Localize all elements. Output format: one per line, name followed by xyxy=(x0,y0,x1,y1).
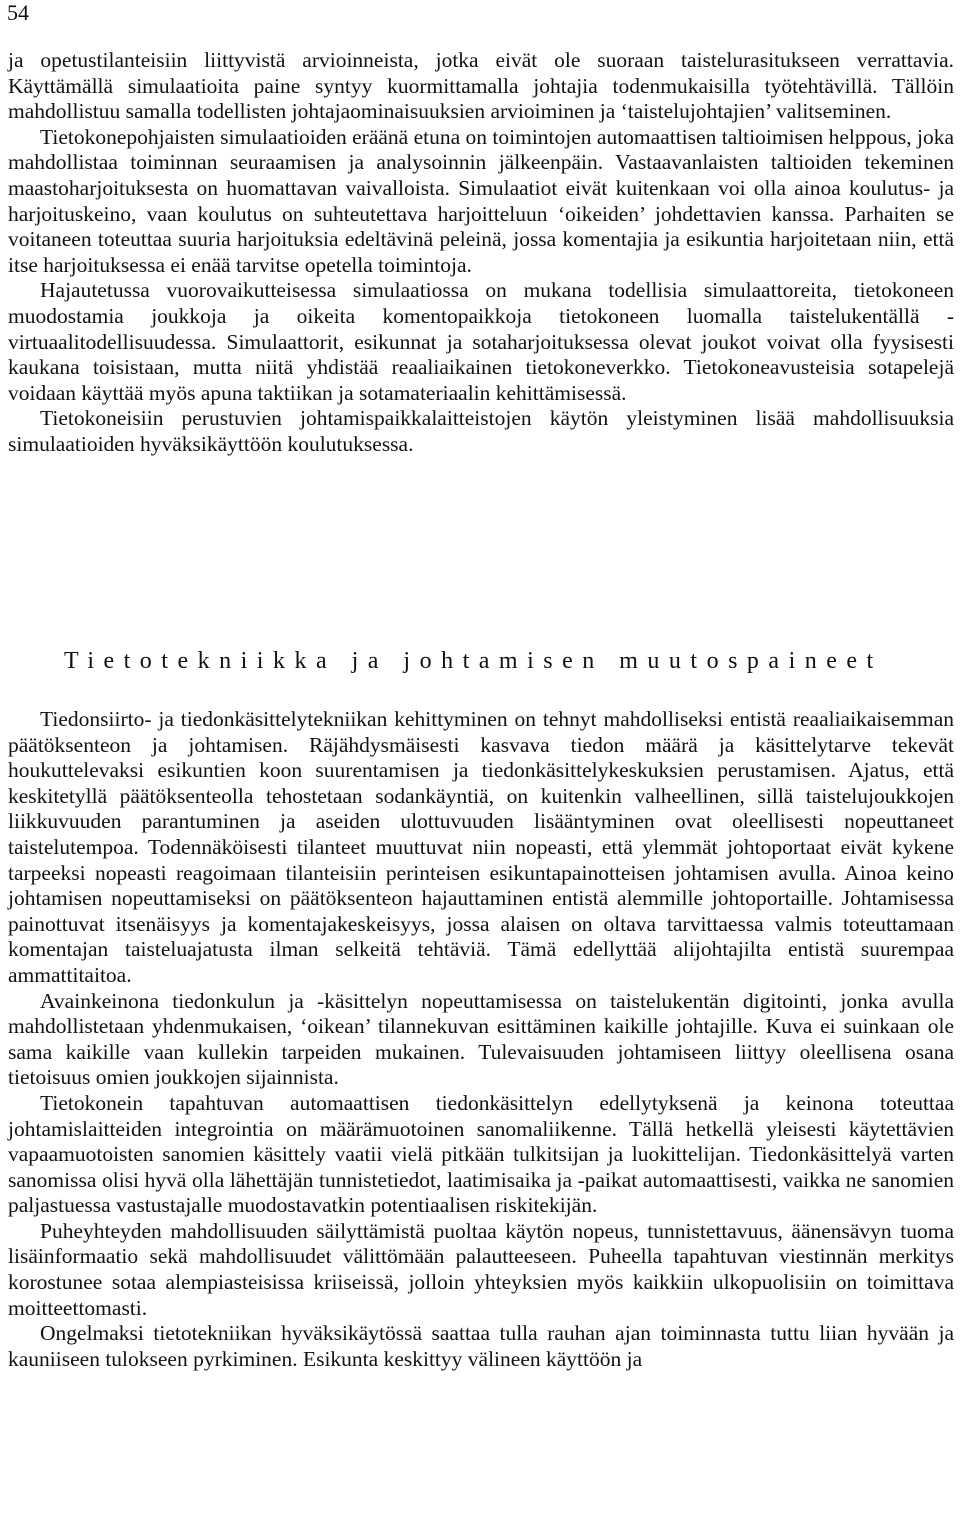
paragraph: Hajautetussa vuorovaikutteisessa simulaatiossa on mukana todellisia simulaattoreita, tietokoneen muodostamia joukkoja ja oikeita komentopaikkoja tietokoneen luomalla taistelukentällä - virtuaalitodellisuudessa. Simulaattorit, esikunnat ja sotaharjoituksessa olevat joukot voivat olla fyysisesti kaukana toisistaan, mutta niitä yhdistää reaaliaikainen tietokoneverkko. Tietokoneavusteisia sotapelejä voidaan käyttää myös apuna taktiikan ja sotamateriaalin kehittämisessä. xyxy=(8,278,954,405)
paragraph: Ongelmaksi tietotekniikan hyväksikäytössä saattaa tulla rauhan ajan toiminnasta tuttu liian hyvään ja kauniiseen tulokseen pyrkiminen. Esikunta keskittyy välineen käyttöön ja xyxy=(8,1321,954,1371)
paragraph: Puheyhteyden mahdollisuuden säilyttämistä puoltaa käytön nopeus, tunnistettavuus, äänensävyn tuoma lisäinformaatio sekä mahdollisuudet välittömään palautteeseen. Puheella tapahtuvan viestinnän merkitys korostunee sotaa alempiasteisissa kriiseissä, jolloin yhteyksien myös kaikkiin ulkopuolisiin on toimittava moitteettomasti. xyxy=(8,1218,954,1320)
paragraph: Tietokonepohjaisten simulaatioiden eräänä etuna on toimintojen automaattisen taltioimisen helppous, joka mahdollistaa toiminnan seuraamisen ja analysoinnin jälkeenpäin. Vastaavanlaisten taltioiden tekeminen maastoharjoituksesta on huomattavan vaivalloista. Simulaatiot eivät kuitenkaan voi olla ainoa koulutus- ja harjoituskeino, vaan koulutus on suhteutettava harjoitteluun ‘oikeiden’ johdettavien kanssa. Parhaiten se voitaneen toteuttaa suuria harjoituksia edeltävinä peleinä, jossa komentajia ja esikuntia harjoitetaan niin, että itse harjoituksessa ei enää tarvitse opetella toimintoja. xyxy=(8,124,954,277)
page-number: 54 xyxy=(7,0,29,25)
paragraph: ja opetustilanteisiin liittyvistä arvioinneista, jotka eivät ole suoraan taistelurasitukseen verrattavia. Käyttämällä simulaatioita paine syntyy kuormittamalla johtajia todenmukaisilla työtehtävillä. Tällöin mahdollistuu samalla todellisten johtajaominaisuuksien arvioiminen ja ‘taistelujohtajien’ valitseminen. xyxy=(8,48,954,124)
section-heading: Tietotekniikka ja johtamisen muutospaineet xyxy=(64,648,883,674)
section-it-text xyxy=(8,707,954,1372)
paragraph: Tietokonein tapahtuvan automaattisen tiedonkäsittelyn edellytyksenä ja keinona toteuttaa johtamislaitteiden integrointia on määrämuotoinen sanomaliikenne. Tällä hetkellä yleisesti käytettävien vapaamuotoisten sanomien käsittely vaatii vielä pitkään tulkitsijan ja luokittelijan. Tiedonkäsittelyä varten sanomissa olisi hyvä olla lähettäjän tunnistetiedot, laatimisaika ja -paikat automaattisesti, vaikka ne sanomien paljastuessa vastustajalle muodostavatkin potentiaalisen riskitekijän. xyxy=(8,1090,954,1218)
section-simulation-text xyxy=(8,48,954,458)
paragraph: Tiedonsiirto- ja tiedonkäsittelytekniikan kehittyminen on tehnyt mahdolliseksi entistä reaaliaikaisemman päätöksenteon ja johtamisen. Räjähdysmäisesti kasvava tiedon määrä ja käsittelytarve tekevät houkuttelevaksi esikuntien koon suurentamisen ja tiedonkäsittelykeskuksien perustamisen. Ajatus, että keskitetyllä päätöksenteolla tehostetaan sodankäyntiä, on kuitenkin valheellinen, sillä taistelujoukkojen liikkuvuuden parantuminen ja aseiden ulottuvuuden lisääntyminen ovat oleellisesti nopeuttaneet taistelutempoa. Todennäköisesti tilanteet muuttuvat niin nopeasti, että ylemmät johtoportaat eivät kykene tarpeeksi nopeasti reagoimaan tilanteisiin perinteisen esikuntapainotteisen johtamisen avulla. Ainoa keino johtamisen nopeuttamiseksi on päätöksenteon hajauttaminen entistä alemmille johtoportaille. Johtamisessa painottuvat itsenäisyys ja komentajakeskeisyys, jossa alaisen on oltava tarvittaessa valmis toteuttamaan komentajan taisteluajatusta ilman selkeitä tehtäviä. Tämä edellyttää alijohtajilta entistä suurempaa ammattitaitoa. xyxy=(8,707,954,987)
paragraph: Avainkeinona tiedonkulun ja -käsittelyn nopeuttamisessa on taistelukentän digitointi, jonka avulla mahdollistetaan yhdenmukaisen, ‘oikean’ tilannekuvan esittäminen kaikille johtajille. Kuva ei suinkaan ole sama kaikille vaan kullekin tarpeiden mukainen. Tulevaisuuden johtamiseen liittyy oleellisena osana tietoisuus omien joukkojen sijainnista. xyxy=(8,988,954,1090)
paragraph: Tietokoneisiin perustuvien johtamispaikkalaitteistojen käytön yleistyminen lisää mahdollisuuksia simulaatioiden hyväksikäyttöön koulutuksessa. xyxy=(8,406,954,456)
